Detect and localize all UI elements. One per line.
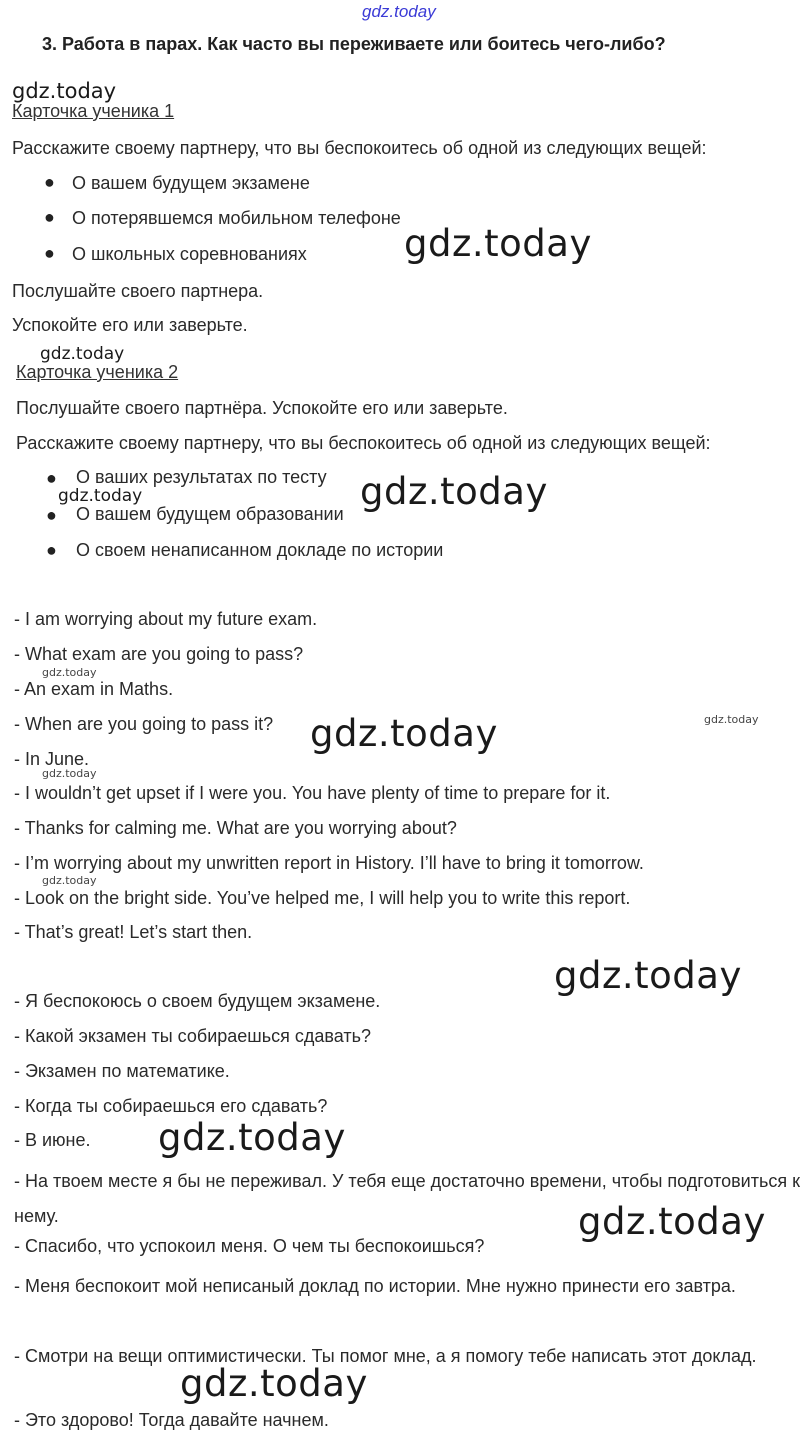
card1-item: О вашем будущем экзамене — [72, 173, 310, 193]
watermark: gdz.today — [404, 222, 592, 265]
card2-item: О своем ненаписанном докладе по истории — [76, 540, 444, 560]
dialogue-line-ru: - Смотри на вещи оптимистически. Ты помог мне, а я помогу тебе написать этот доклад. — [14, 1346, 757, 1366]
dialogue-line-en: - That’s great! Let’s start then. — [14, 922, 253, 942]
dialogue-line-en: - Thanks for calming me. What are you worrying about? — [14, 818, 457, 838]
watermark: gdz.today — [704, 713, 759, 726]
bullet-icon: ● — [46, 468, 57, 488]
dialogue-line-ru: - Экзамен по математике. — [14, 1061, 230, 1081]
dialogue-line-en: - An exam in Maths. — [14, 679, 174, 699]
dialogue-line-en: - I wouldn’t get upset if I were you. You have plenty of time to prepare for it. — [14, 783, 611, 803]
card2-item: О ваших результатах по тесту — [76, 467, 327, 487]
watermark: gdz.today — [158, 1116, 346, 1159]
watermark: gdz.today — [180, 1362, 368, 1405]
bullet-icon: ● — [44, 207, 55, 227]
card1-title: Карточка ученика 1 — [12, 101, 175, 121]
dialogue-line-ru: - Какой экзамен ты собираешься сдавать? — [14, 1026, 371, 1046]
card1-after-1: Послушайте своего партнера. — [12, 281, 264, 301]
dialogue-line-ru: - Это здорово! Тогда давайте начнем. — [14, 1410, 329, 1430]
watermark: gdz.today — [12, 79, 117, 103]
card1-item: О потерявшемся мобильном телефоне — [72, 208, 401, 228]
dialogue-line-ru: - Спасибо, что успокоил меня. О чем ты беспокоишься? — [14, 1236, 485, 1256]
bullet-icon: ● — [44, 172, 55, 192]
watermark: gdz.today — [40, 344, 125, 364]
dialogue-line-en: - When are you going to pass it? — [14, 714, 274, 734]
bullet-icon: ● — [44, 243, 55, 263]
bullet-icon: ● — [46, 540, 57, 560]
watermark: gdz.today — [42, 767, 97, 780]
task-title: 3. Работа в парах. Как часто вы переживаете или боитесь чего-либо? — [42, 34, 666, 54]
watermark: gdz.today — [42, 666, 97, 679]
dialogue-line-en: - I am worrying about my future exam. — [14, 609, 318, 629]
watermark: gdz.today — [58, 486, 143, 506]
card1-intro: Расскажите своему партнеру, что вы беспокоитесь об одной из следующих вещей: — [12, 138, 707, 158]
dialogue-line-en: - What exam are you going to pass? — [14, 644, 304, 664]
card2-intro-2: Расскажите своему партнеру, что вы беспокоитесь об одной из следующих вещей: — [16, 433, 711, 453]
dialogue-line-ru: - Когда ты собираешься его сдавать? — [14, 1096, 328, 1116]
watermark: gdz.today — [554, 954, 742, 997]
dialogue-line-ru: - На твоем месте я бы не переживал. У тебя еще достаточно времени, чтобы подготовиться к нему. — [14, 1171, 800, 1226]
dialogue-line-ru: - В июне. — [14, 1130, 91, 1150]
card2-item: О вашем будущем образовании — [76, 504, 344, 524]
watermark: gdz.today — [578, 1200, 766, 1243]
watermark-top: gdz.today — [362, 2, 436, 21]
dialogue-line-ru: - Я беспокоюсь о своем будущем экзамене. — [14, 991, 381, 1011]
watermark: gdz.today — [360, 470, 548, 513]
dialogue-line-en: - In June. — [14, 749, 90, 769]
card2-title: Карточка ученика 2 — [16, 362, 179, 382]
dialogue-line-en: - I’m worrying about my unwritten report in History. I’ll have to bring it tomorrow. — [14, 853, 644, 873]
card2-intro-1: Послушайте своего партнёра. Успокойте его или заверьте. — [16, 398, 508, 418]
bullet-icon: ● — [46, 505, 57, 525]
dialogue-line-ru: - Меня беспокоит мой неписаный доклад по истории. Мне нужно принести его завтра. — [14, 1276, 736, 1296]
watermark: gdz.today — [42, 874, 97, 887]
watermark: gdz.today — [310, 712, 498, 755]
card1-item: О школьных соревнованиях — [72, 244, 307, 264]
dialogue-line-en: - Look on the bright side. You’ve helped me, I will help you to write this report. — [14, 888, 631, 908]
card1-after-2: Успокойте его или заверьте. — [12, 315, 248, 335]
